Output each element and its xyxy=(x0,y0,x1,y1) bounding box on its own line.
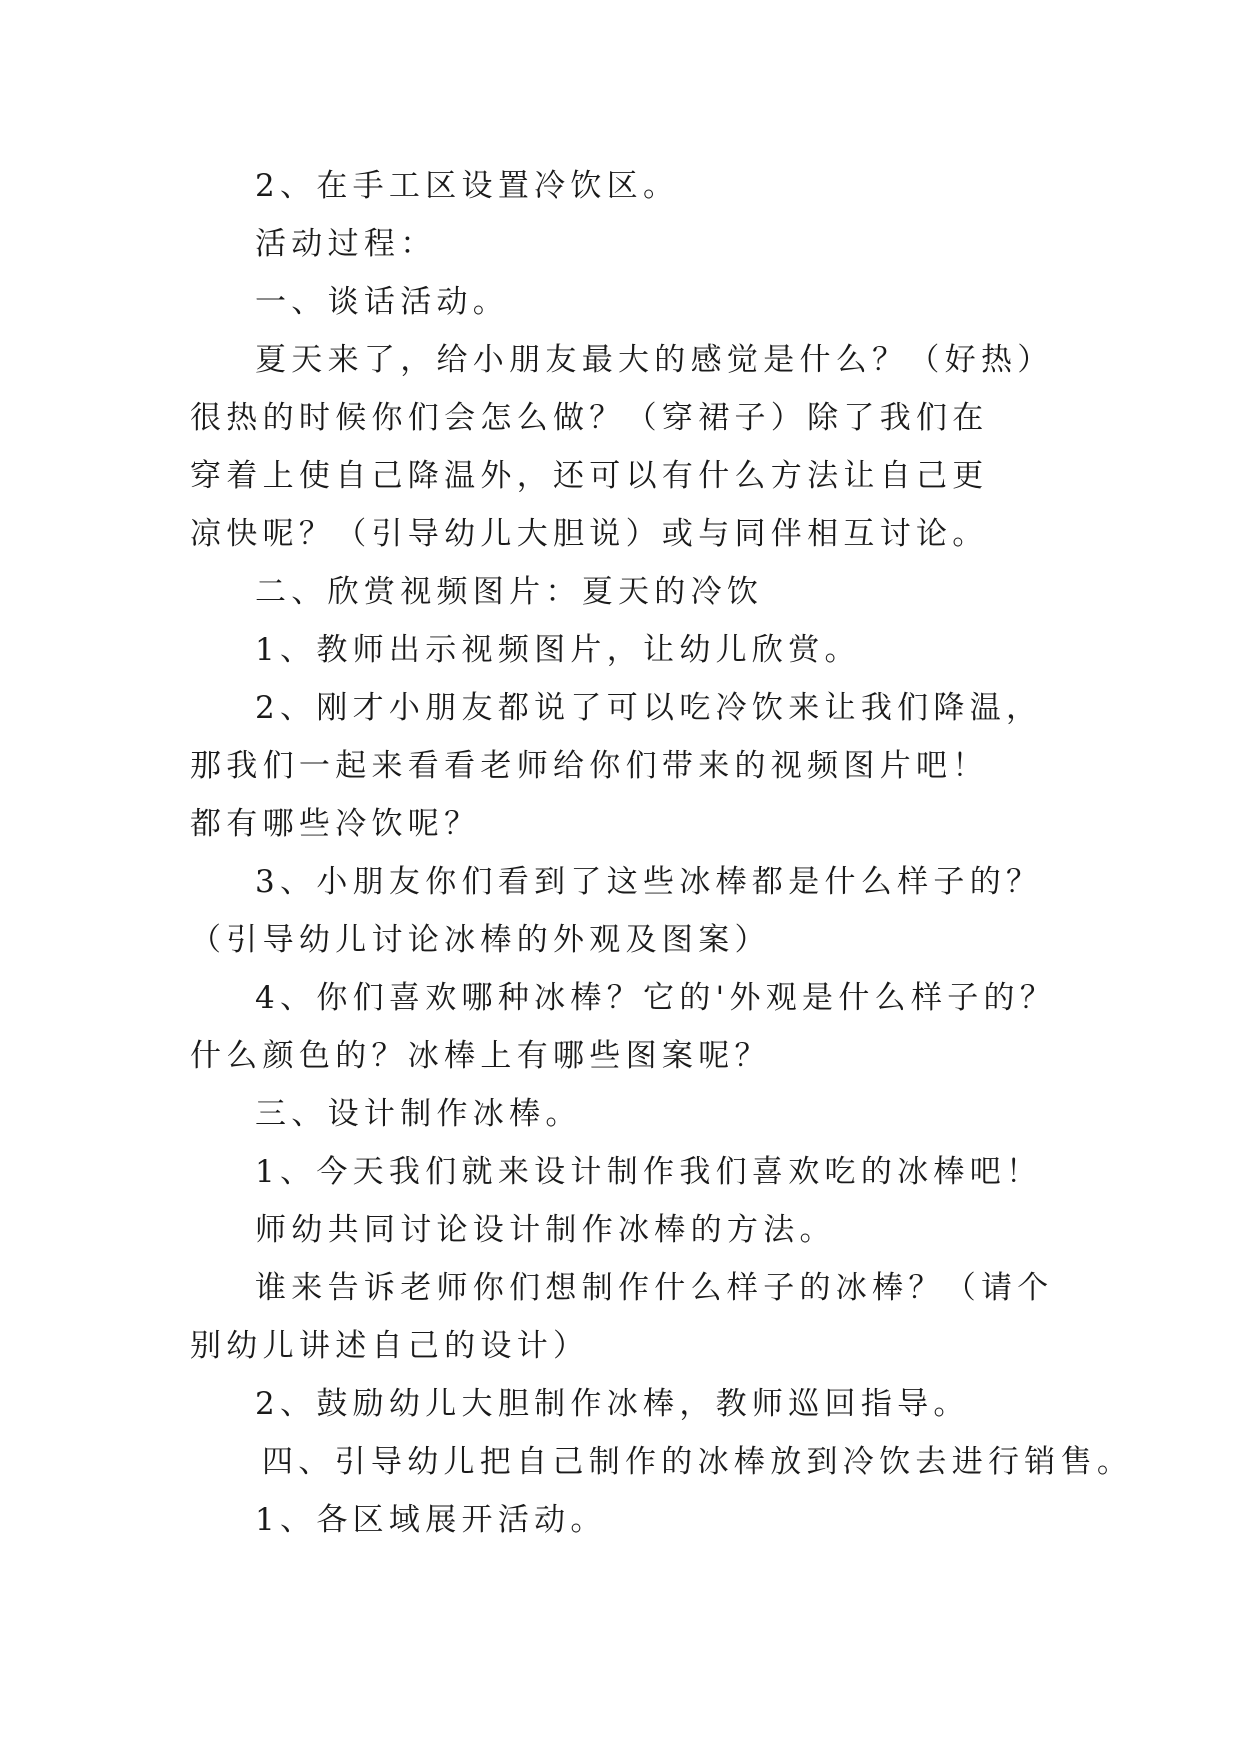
paragraph-setup-cold-drink-area: 2、在手工区设置冷饮区。 xyxy=(255,168,680,204)
document-body xyxy=(190,157,1134,1549)
paragraph-favorite-popsicle-text: 4、你们喜欢哪种冰棒？它的'外观是什么样子的？ xyxy=(255,980,1057,1016)
paragraph-encourage-making: 2、鼓励幼儿大胆制作冰棒，教师巡回指导。 xyxy=(255,1386,970,1422)
paragraph-design-today: 1、今天我们就来设计制作我们喜欢吃的冰棒吧！ xyxy=(255,1154,1043,1190)
paragraph-popsicle-look-text: 3、小朋友你们看到了这些冰棒都是什么样子的？ xyxy=(255,864,1043,900)
paragraph-who-tells-text: 谁来告诉老师你们想制作什么样子的冰棒？（请个 xyxy=(255,1270,1054,1306)
paragraph-favorite-popsicle-line-2 xyxy=(190,1027,1050,1085)
paragraph-summer-line-2 xyxy=(190,389,1050,447)
paragraph-cold-drinks-text: 2、刚才小朋友都说了可以吃冷饮来让我们降温， xyxy=(255,690,1043,726)
paragraph-summer-line-1 xyxy=(190,331,1054,389)
paragraph-popsicle-look-line-2 xyxy=(190,911,1050,969)
paragraph-cold-drinks-text: 那我们一起来看看老师给你们带来的视频图片吧！ xyxy=(190,748,989,784)
paragraph-favorite-popsicle-text: 什么颜色的？冰棒上有哪些图案呢？ xyxy=(190,1038,771,1074)
paragraph-summer-text: 穿着上使自己降温外，还可以有什么方法让自己更 xyxy=(190,458,989,494)
paragraph-popsicle-look-text: （引导幼儿讨论冰棒的外观及图案） xyxy=(190,922,771,958)
paragraph-cold-drinks-line-2 xyxy=(190,737,1050,795)
paragraph-who-tells-line-1 xyxy=(190,1259,1054,1317)
paragraph-cold-drinks-line-1 xyxy=(190,679,1050,737)
section-heading-design-popsicle: 三、设计制作冰棒。 xyxy=(255,1096,582,1132)
paragraph-cold-drinks-line-3 xyxy=(190,795,1050,853)
paragraph-popsicle-look-line-1 xyxy=(190,853,1050,911)
paragraph-summer-line-3 xyxy=(190,447,1050,505)
section-heading-sell-popsicles: 四、引导幼儿把自己制作的冰棒放到冷饮去进行销售。 xyxy=(262,1444,1134,1480)
section-heading-appreciate-video: 二、欣赏视频图片：夏天的冷饮 xyxy=(255,574,764,610)
paragraph-summer-text: 很热的时候你们会怎么做？（穿裙子）除了我们在 xyxy=(190,400,989,436)
heading-activity-process: 活动过程： xyxy=(255,226,437,262)
paragraph-cold-drinks-text: 都有哪些冷饮呢？ xyxy=(190,806,481,842)
paragraph-discuss-method: 师幼共同讨论设计制作冰棒的方法。 xyxy=(255,1212,836,1248)
paragraph-summer-text: 凉快呢？（引导幼儿大胆说）或与同伴相互讨论。 xyxy=(190,516,989,552)
paragraph-areas-activity: 1、各区域展开活动。 xyxy=(255,1502,607,1538)
paragraph-summer-text: 夏天来了，给小朋友最大的感觉是什么？（好热） xyxy=(255,342,1054,378)
paragraph-who-tells-line-2 xyxy=(190,1317,1050,1375)
section-heading-talk-activity: 一、谈话活动。 xyxy=(255,284,510,320)
paragraph-favorite-popsicle-line-1 xyxy=(190,969,1057,1027)
paragraph-who-tells-text: 别幼儿讲述自己的设计） xyxy=(190,1328,590,1364)
paragraph-summer-line-4 xyxy=(190,505,1050,563)
paragraph-teacher-shows-video: 1、教师出示视频图片，让幼儿欣赏。 xyxy=(255,632,861,668)
